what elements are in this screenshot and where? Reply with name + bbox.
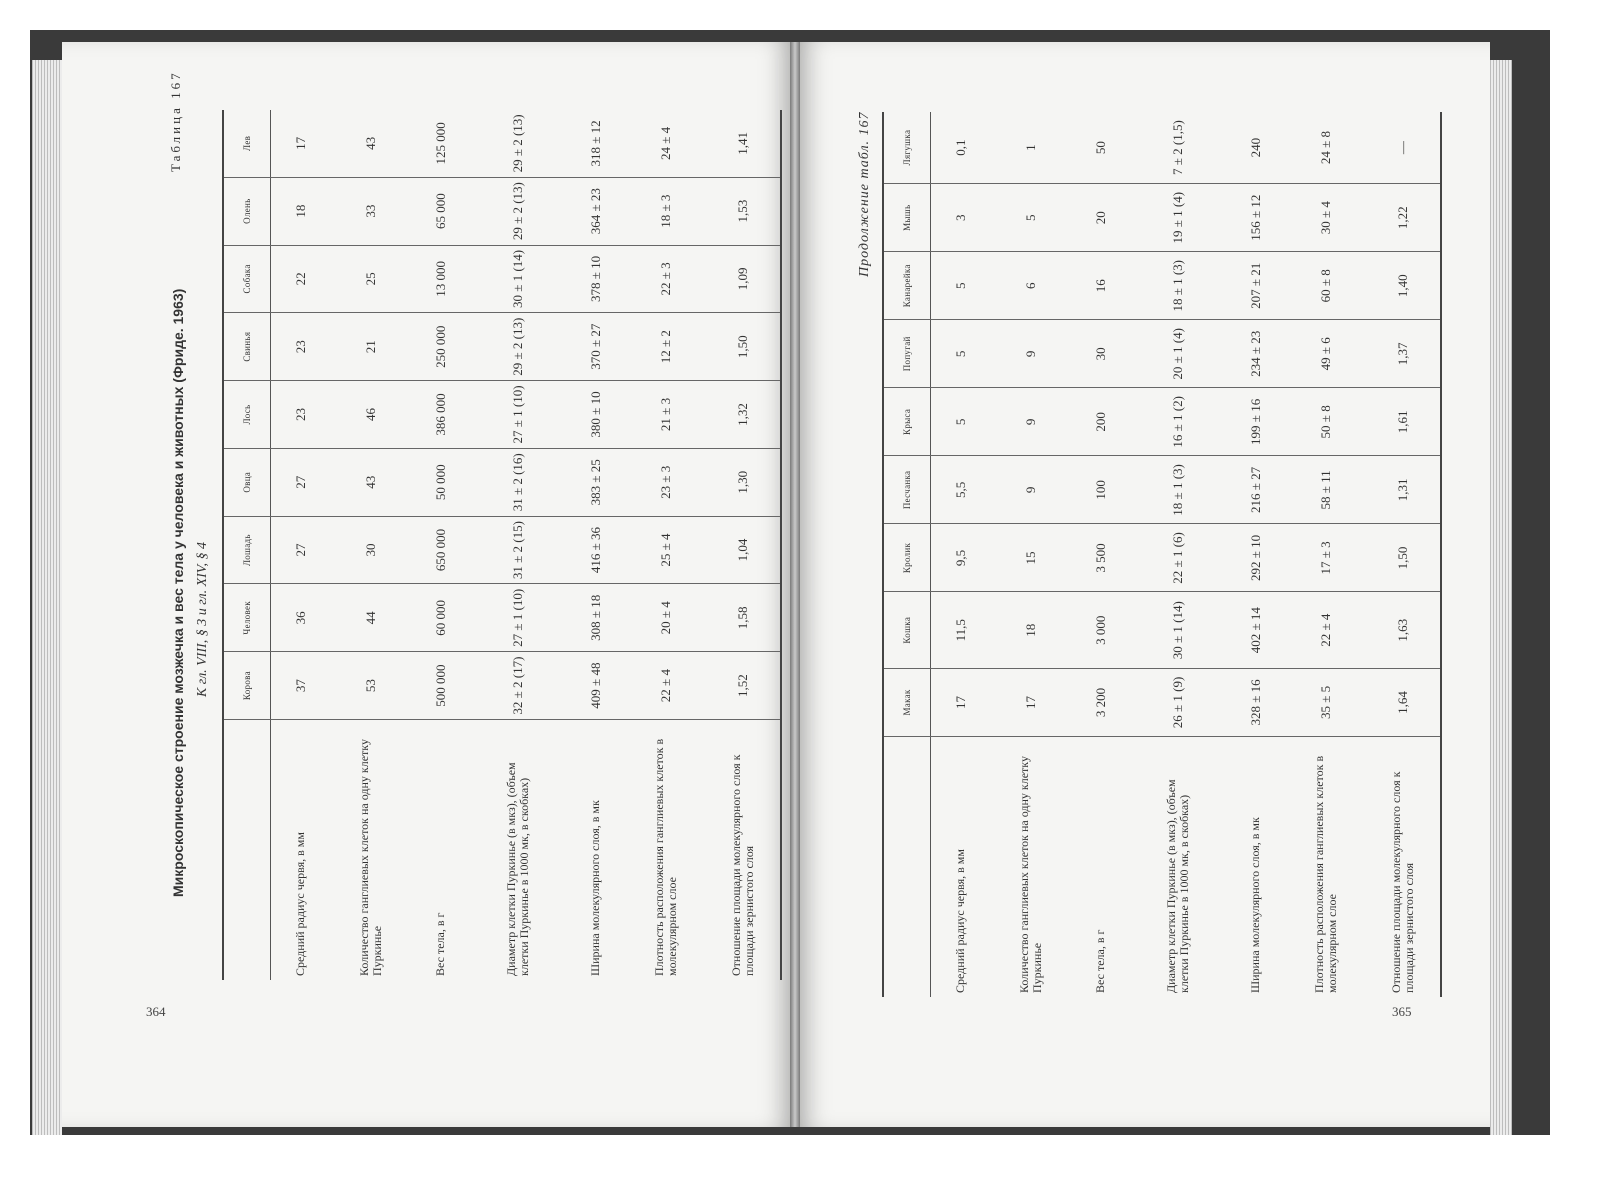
table-row: [1226, 112, 1286, 997]
table-row: [566, 110, 626, 980]
table-cell: 22 ± 3: [626, 245, 706, 313]
table-cell: 200: [1071, 388, 1131, 456]
table-cell: 402 ± 14: [1226, 592, 1286, 668]
table-cell: 1: [1022, 144, 1038, 151]
table-cell: 1,63: [1366, 592, 1441, 668]
table-cell: 30 ± 4: [1286, 184, 1366, 252]
table-cell: 234 ± 23: [1226, 320, 1286, 388]
table-cell: 370 ± 27: [566, 313, 626, 381]
table-cell: 20 ± 1 (4): [1131, 320, 1226, 388]
table-cell: 11,5: [931, 592, 991, 668]
table-cell: 5: [931, 388, 991, 456]
table-cell: 20: [1071, 184, 1131, 252]
column-header: Лев: [242, 135, 252, 151]
table-cell: 29 ± 2 (13): [471, 177, 566, 245]
table-cell: 292 ± 10: [1226, 524, 1286, 592]
column-header: Свинья: [223, 313, 271, 381]
table-cell: 318 ± 12: [587, 120, 603, 167]
row-label: Ширина молекулярного слоя, в мк: [1226, 737, 1286, 998]
table-cell: 60 000: [411, 584, 471, 652]
table-cell: 31 ± 2 (16): [471, 448, 566, 516]
table-cell: 1,64: [1366, 668, 1441, 736]
table-cell: 37: [271, 652, 331, 720]
table-cell: 23: [271, 381, 331, 449]
table-row: [626, 110, 706, 980]
column-header: Макак: [883, 668, 931, 736]
table-cell: 1,52: [706, 652, 781, 720]
table-cell: 20 ± 4: [626, 584, 706, 652]
column-header: Мышь: [883, 184, 931, 252]
table-cell: 29 ± 2 (13): [510, 114, 525, 173]
row-label: Диаметр клетки Пуркинье (в мкз), (объем клетки Пуркинье в 1000 мк, в скобках): [471, 720, 566, 981]
table-row: [411, 110, 471, 980]
table-cell: 36: [271, 584, 331, 652]
table-cell: 328 ± 16: [1226, 668, 1286, 736]
table-cell: 30 ± 1 (14): [1131, 592, 1226, 668]
table-cell: 35 ± 5: [1286, 668, 1366, 736]
table-cell: 5: [931, 252, 991, 320]
table-cell: 17: [931, 668, 991, 736]
table-cell: 50 000: [411, 448, 471, 516]
table-cell: 43: [362, 136, 378, 150]
table-cell: 1,61: [1366, 388, 1441, 456]
rotated-table-left: [222, 110, 782, 980]
table-cell: 5: [931, 320, 991, 388]
row-label: Количество ганглиевых клеток на одну клетку Пуркинье: [991, 737, 1071, 998]
table-cell: 380 ± 10: [566, 381, 626, 449]
table-cell: 18 ± 1 (3): [1131, 252, 1226, 320]
table-cell: 364 ± 23: [566, 177, 626, 245]
table-cell: 1,58: [706, 584, 781, 652]
column-header: Песчанка: [883, 456, 931, 524]
continuation-caption: Продолжение табл. 167: [857, 111, 872, 277]
table-cell: 156 ± 12: [1226, 184, 1286, 252]
table-167: [222, 110, 782, 980]
page-stack-edge-right: [1490, 60, 1512, 1135]
table-cell: 53: [331, 652, 411, 720]
column-header: Лошадь: [223, 516, 271, 584]
table-cell: 7 ± 2 (1,5): [1170, 120, 1185, 175]
right-page: [800, 42, 1490, 1127]
table-cell: 30 ± 1 (14): [471, 245, 566, 313]
table-row: [271, 110, 331, 980]
table-cell: 1,53: [706, 177, 781, 245]
row-label: Плотность расположения ганглиевых клеток в молекулярном слое: [626, 720, 706, 981]
column-header: Крыса: [883, 388, 931, 456]
table-row: [706, 110, 781, 980]
table-cell: 1,32: [706, 381, 781, 449]
table-cell: 15: [991, 524, 1071, 592]
table-cell: 9,5: [931, 524, 991, 592]
table-cell: 24 ± 4: [657, 126, 673, 160]
column-header: Кролик: [883, 524, 931, 592]
table-cell: 16: [1071, 252, 1131, 320]
table-cell: 17: [292, 136, 308, 150]
table-cell: 33: [331, 177, 411, 245]
table-cell: 22 ± 4: [1286, 592, 1366, 668]
table-cell: 650 000: [411, 516, 471, 584]
header-row: [883, 112, 931, 997]
table-cell: —: [1394, 141, 1410, 155]
table-cell: 9: [991, 388, 1071, 456]
table-cell: 409 ± 48: [566, 652, 626, 720]
table-cell: 240: [1247, 137, 1263, 158]
column-header: Корова: [223, 652, 271, 720]
page-number-left: 364: [146, 1004, 166, 1019]
table-cell: 1,30: [706, 448, 781, 516]
table-cell: 1,22: [1366, 184, 1441, 252]
left-page: [62, 42, 790, 1127]
column-header: Кошка: [883, 592, 931, 668]
table-cell: 19 ± 1 (4): [1131, 184, 1226, 252]
table-cell: 49 ± 6: [1286, 320, 1366, 388]
table-row: [1286, 112, 1366, 997]
table-cell: 16 ± 1 (2): [1131, 388, 1226, 456]
row-label: Средний радиус червя, в мм: [271, 720, 331, 981]
row-label: Отношение площади молекулярного слоя к площади зернистого слоя: [1366, 737, 1441, 998]
table-cell: 17: [991, 668, 1071, 736]
table-cell: 18 ± 3: [626, 177, 706, 245]
table-row: [471, 110, 566, 980]
row-label: Вес тела, в г: [1071, 737, 1131, 998]
table-row: [331, 110, 411, 980]
table-cell: 1,09: [706, 245, 781, 313]
table-cell: 207 ± 21: [1226, 252, 1286, 320]
table-cell: 5: [991, 184, 1071, 252]
book-gutter: [790, 42, 800, 1127]
table-cell: 378 ± 10: [566, 245, 626, 313]
table-cell: 5,5: [931, 456, 991, 524]
table-cell: 18: [271, 177, 331, 245]
column-header: Олень: [223, 177, 271, 245]
column-header: Лось: [223, 381, 271, 449]
table-cell: 31 ± 2 (15): [471, 516, 566, 584]
table-cell: 3 500: [1071, 524, 1131, 592]
table-cell: 22: [271, 245, 331, 313]
table-cell: 9: [991, 320, 1071, 388]
header-row: [223, 110, 271, 980]
column-header: Человек: [223, 584, 271, 652]
table-cell: 308 ± 18: [566, 584, 626, 652]
table-cell: 32 ± 2 (17): [471, 652, 566, 720]
table-cell: 60 ± 8: [1286, 252, 1366, 320]
table-cell: 383 ± 25: [566, 448, 626, 516]
table-row: [931, 112, 991, 997]
row-label: Вес тела, в г: [411, 720, 471, 981]
table-cell: 125 000: [432, 122, 448, 165]
table-cell: 46: [331, 381, 411, 449]
table-cell: 3: [931, 184, 991, 252]
table-cell: 30: [1071, 320, 1131, 388]
table-cell: 18 ± 1 (3): [1131, 456, 1226, 524]
table-cell: 1,50: [1366, 524, 1441, 592]
table-cell: 13 000: [411, 245, 471, 313]
table-cell: 27: [271, 516, 331, 584]
table-cell: 27: [271, 448, 331, 516]
table-cell: 17 ± 3: [1286, 524, 1366, 592]
table-cell: 65 000: [411, 177, 471, 245]
column-header: Собака: [223, 245, 271, 313]
table-cell: 21: [331, 313, 411, 381]
table-cell: 3 000: [1071, 592, 1131, 668]
column-header: Лягушка: [902, 129, 912, 166]
table-cell: 30: [331, 516, 411, 584]
table-row: [991, 112, 1071, 997]
table-cell: 1,04: [706, 516, 781, 584]
table-row: [1071, 112, 1131, 997]
row-label: Количество ганглиевых клеток на одну клетку Пуркинье: [331, 720, 411, 981]
table-cell: 22 ± 4: [626, 652, 706, 720]
header-label-cell: [883, 737, 931, 998]
table-cell: 44: [331, 584, 411, 652]
table-167-continued: [882, 112, 1442, 997]
table-cell: 24 ± 8: [1317, 131, 1333, 165]
table-subtitle: К гл. VIII, § 3 и гл. XIV, § 4: [195, 541, 210, 697]
table-cell: 27 ± 1 (10): [471, 584, 566, 652]
table-cell: 21 ± 3: [626, 381, 706, 449]
table-cell: 25 ± 4: [626, 516, 706, 584]
table-cell: 26 ± 1 (9): [1131, 668, 1226, 736]
row-label: Средний радиус червя, в мм: [931, 737, 991, 998]
table-cell: 6: [991, 252, 1071, 320]
table-cell: 58 ± 11: [1286, 456, 1366, 524]
table-cell: 500 000: [411, 652, 471, 720]
table-cell: 12 ± 2: [626, 313, 706, 381]
row-label: Плотность расположения ганглиевых клеток в молекулярном слое: [1286, 737, 1366, 998]
table-cell: 416 ± 36: [566, 516, 626, 584]
rotated-table-right: [882, 112, 1442, 997]
table-cell: 25: [331, 245, 411, 313]
table-cell: 9: [991, 456, 1071, 524]
table-cell: 27 ± 1 (10): [471, 381, 566, 449]
table-cell: 1,37: [1366, 320, 1441, 388]
table-cell: 1,40: [1366, 252, 1441, 320]
table-cell: 100: [1071, 456, 1131, 524]
table-cell: 0,1: [952, 139, 968, 156]
table-cell: 199 ± 16: [1226, 388, 1286, 456]
table-cell: 3 200: [1071, 668, 1131, 736]
table-title: Микроскопическое строение мозжечка и вес тела у человека и животных (Фриде. 1963): [170, 288, 186, 897]
table-row: [1131, 112, 1226, 997]
table-cell: 1,31: [1366, 456, 1441, 524]
page-number-right: 365: [1392, 1004, 1412, 1019]
row-label: Ширина молекулярного слоя, в мк: [566, 720, 626, 981]
table-row: [1366, 112, 1441, 997]
table-cell: 1,50: [706, 313, 781, 381]
page-stack-edge-left: [32, 60, 62, 1135]
row-label: Отношение площади молекулярного слоя к площади зернистого слоя: [706, 720, 781, 981]
header-label-cell: [223, 720, 271, 981]
table-cell: 23: [271, 313, 331, 381]
table-number: Таблица 167: [168, 70, 183, 172]
table-cell: 23 ± 3: [626, 448, 706, 516]
table-cell: 43: [331, 448, 411, 516]
table-cell: 50: [1092, 141, 1108, 155]
column-header: Овца: [223, 448, 271, 516]
table-cell: 18: [991, 592, 1071, 668]
table-cell: 386 000: [411, 381, 471, 449]
row-label: Диаметр клетки Пуркинье (в мкз), (объем клетки Пуркинье в 1000 мк, в скобках): [1131, 737, 1226, 998]
table-cell: 22 ± 1 (6): [1131, 524, 1226, 592]
column-header: Канарейка: [883, 252, 931, 320]
table-cell: 216 ± 27: [1226, 456, 1286, 524]
table-cell: 250 000: [411, 313, 471, 381]
column-header: Попугай: [883, 320, 931, 388]
table-cell: 1,41: [734, 132, 750, 155]
table-cell: 29 ± 2 (13): [471, 313, 566, 381]
table-cell: 50 ± 8: [1286, 388, 1366, 456]
